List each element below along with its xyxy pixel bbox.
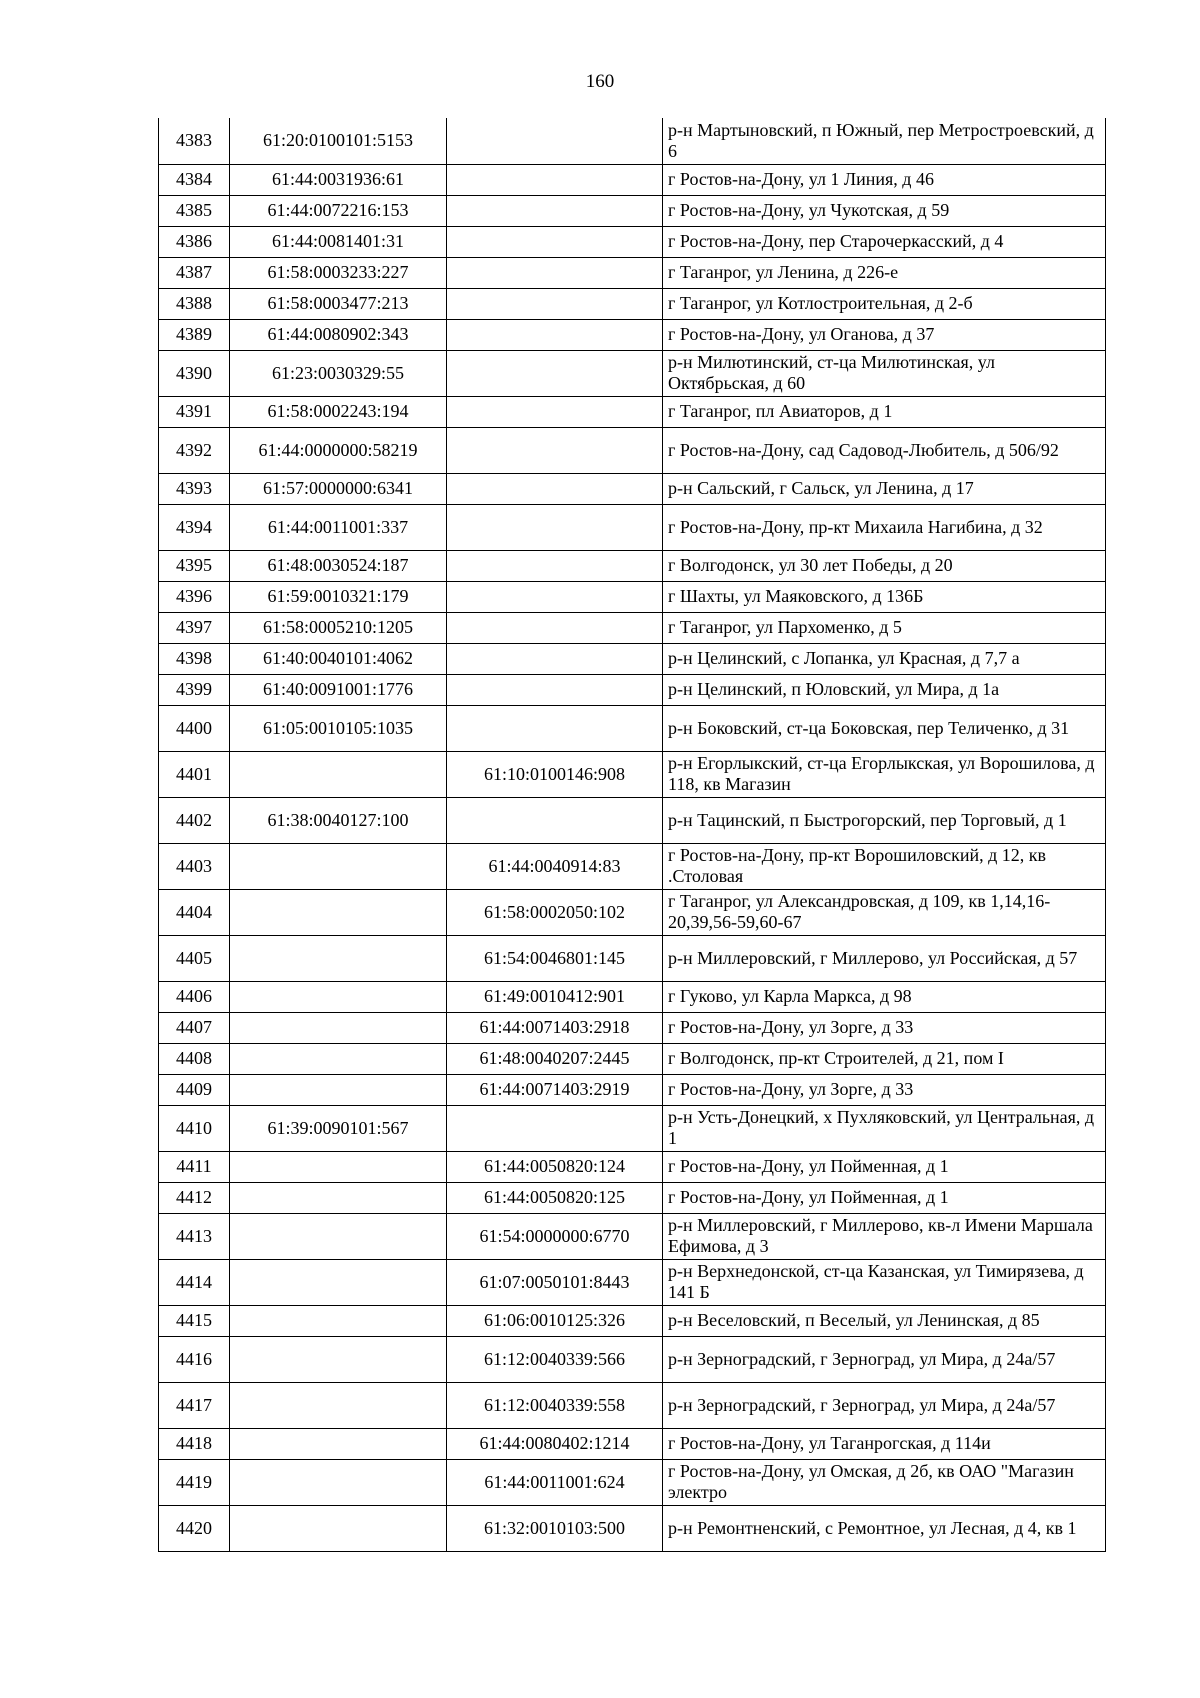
cadastral-number-cell [230, 1182, 447, 1213]
address-cell: г Волгодонск, пр-кт Строителей, д 21, пом I [663, 1043, 1106, 1074]
row-number-cell: 4393 [159, 473, 230, 504]
cadastral-number-alt-cell [447, 1105, 663, 1151]
cadastral-number-cell: 61:44:0072216:153 [230, 195, 447, 226]
cadastral-number-alt-cell [447, 797, 663, 843]
cadastral-number-alt-cell: 61:54:0046801:145 [447, 935, 663, 981]
table-row [159, 751, 1106, 797]
cadastral-number-cell: 61:58:0003233:227 [230, 257, 447, 288]
address-cell: г Ростов-на-Дону, сад Садовод-Любитель, д 506/92 [663, 427, 1106, 473]
address-cell: р-н Милютинский, ст-ца Милютинская, ул Октябрьская, д 60 [663, 350, 1106, 396]
table-row [159, 581, 1106, 612]
address-cell: г Таганрог, ул Котлостроительная, д 2-б [663, 288, 1106, 319]
cadastral-number-cell: 61:39:0090101:567 [230, 1105, 447, 1151]
cadastral-number-alt-cell [447, 288, 663, 319]
row-number-cell: 4405 [159, 935, 230, 981]
table-row [159, 550, 1106, 581]
address-cell: р-н Зерноградский, г Зерноград, ул Мира, д 24а/57 [663, 1336, 1106, 1382]
table-row [159, 643, 1106, 674]
address-cell: р-н Верхнедонской, ст-ца Казанская, ул Тимирязева, д 141 Б [663, 1259, 1106, 1305]
row-number-cell: 4419 [159, 1459, 230, 1505]
address-cell: р-н Мартыновский, п Южный, пер Метростроевский, д 6 [663, 118, 1106, 164]
cadastral-number-alt-cell [447, 473, 663, 504]
address-cell: р-н Веселовский, п Веселый, ул Ленинская, д 85 [663, 1305, 1106, 1336]
cadastral-number-alt-cell [447, 118, 663, 164]
cadastral-number-cell: 61:44:0011001:337 [230, 504, 447, 550]
address-cell: р-н Усть-Донецкий, х Пухляковский, ул Центральная, д 1 [663, 1105, 1106, 1151]
row-number-cell: 4407 [159, 1012, 230, 1043]
cadastral-number-cell: 61:23:0030329:55 [230, 350, 447, 396]
address-cell: г Ростов-на-Дону, ул Таганрогская, д 114и [663, 1428, 1106, 1459]
row-number-cell: 4396 [159, 581, 230, 612]
address-cell: г Ростов-на-Дону, ул Оганова, д 37 [663, 319, 1106, 350]
row-number-cell: 4402 [159, 797, 230, 843]
cadastral-number-cell: 61:44:0080902:343 [230, 319, 447, 350]
row-number-cell: 4401 [159, 751, 230, 797]
address-cell: р-н Сальский, г Сальск, ул Ленина, д 17 [663, 473, 1106, 504]
cadastral-number-alt-cell [447, 705, 663, 751]
cadastral-number-cell: 61:48:0030524:187 [230, 550, 447, 581]
table-row [159, 427, 1106, 473]
row-number-cell: 4413 [159, 1213, 230, 1259]
table-row [159, 1043, 1106, 1074]
table-row [159, 1151, 1106, 1182]
table-row [159, 226, 1106, 257]
cadastral-number-alt-cell: 61:06:0010125:326 [447, 1305, 663, 1336]
row-number-cell: 4394 [159, 504, 230, 550]
cadastral-number-alt-cell: 61:44:0080402:1214 [447, 1428, 663, 1459]
cadastral-number-alt-cell: 61:12:0040339:558 [447, 1382, 663, 1428]
table-row [159, 1305, 1106, 1336]
table-row [159, 396, 1106, 427]
cadastral-number-cell [230, 1074, 447, 1105]
cadastral-number-cell [230, 1305, 447, 1336]
cadastral-number-cell: 61:20:0100101:5153 [230, 118, 447, 164]
cadastral-number-cell [230, 1382, 447, 1428]
table-row [159, 1182, 1106, 1213]
table-row [159, 981, 1106, 1012]
table-row [159, 1213, 1106, 1259]
row-number-cell: 4410 [159, 1105, 230, 1151]
cadastral-number-cell: 61:57:0000000:6341 [230, 473, 447, 504]
cadastral-number-cell: 61:40:0091001:1776 [230, 674, 447, 705]
address-cell: р-н Тацинский, п Быстрогорский, пер Торговый, д 1 [663, 797, 1106, 843]
row-number-cell: 4408 [159, 1043, 230, 1074]
cadastral-number-alt-cell: 61:32:0010103:500 [447, 1505, 663, 1551]
row-number-cell: 4411 [159, 1151, 230, 1182]
cadastral-number-cell [230, 981, 447, 1012]
cadastral-number-cell [230, 1151, 447, 1182]
row-number-cell: 4399 [159, 674, 230, 705]
table-row [159, 350, 1106, 396]
address-cell: г Ростов-на-Дону, ул Пойменная, д 1 [663, 1182, 1106, 1213]
cadastral-number-alt-cell: 61:54:0000000:6770 [447, 1213, 663, 1259]
registry-table [158, 118, 1106, 1552]
row-number-cell: 4384 [159, 164, 230, 195]
address-cell: г Таганрог, ул Ленина, д 226-е [663, 257, 1106, 288]
cadastral-number-cell: 61:38:0040127:100 [230, 797, 447, 843]
cadastral-number-alt-cell: 61:44:0011001:624 [447, 1459, 663, 1505]
table-row [159, 288, 1106, 319]
cadastral-number-alt-cell [447, 504, 663, 550]
cadastral-number-cell [230, 1012, 447, 1043]
address-cell: р-н Целинский, с Лопанка, ул Красная, д 7,7 а [663, 643, 1106, 674]
address-cell: г Ростов-на-Дону, пер Старочеркасский, д 4 [663, 226, 1106, 257]
cadastral-number-alt-cell [447, 396, 663, 427]
table-row [159, 504, 1106, 550]
cadastral-number-cell [230, 843, 447, 889]
cadastral-number-cell: 61:59:0010321:179 [230, 581, 447, 612]
cadastral-number-alt-cell: 61:48:0040207:2445 [447, 1043, 663, 1074]
table-row [159, 797, 1106, 843]
table-row [159, 1336, 1106, 1382]
row-number-cell: 4388 [159, 288, 230, 319]
table-row [159, 118, 1106, 164]
cadastral-number-alt-cell [447, 674, 663, 705]
address-cell: р-н Зерноградский, г Зерноград, ул Мира, д 24а/57 [663, 1382, 1106, 1428]
address-cell: г Ростов-на-Дону, пр-кт Ворошиловский, д 12, кв .Столовая [663, 843, 1106, 889]
cadastral-number-cell: 61:05:0010105:1035 [230, 705, 447, 751]
table-row [159, 935, 1106, 981]
address-cell: г Шахты, ул Маяковского, д 136Б [663, 581, 1106, 612]
cadastral-number-alt-cell [447, 427, 663, 473]
cadastral-number-alt-cell: 61:10:0100146:908 [447, 751, 663, 797]
row-number-cell: 4386 [159, 226, 230, 257]
cadastral-number-alt-cell [447, 226, 663, 257]
cadastral-number-alt-cell: 61:44:0040914:83 [447, 843, 663, 889]
table-row [159, 889, 1106, 935]
cadastral-number-cell: 61:58:0003477:213 [230, 288, 447, 319]
table-row [159, 319, 1106, 350]
cadastral-number-cell: 61:44:0031936:61 [230, 164, 447, 195]
address-cell: р-н Целинский, п Юловский, ул Мира, д 1а [663, 674, 1106, 705]
table-row [159, 1428, 1106, 1459]
cadastral-number-alt-cell [447, 195, 663, 226]
cadastral-number-cell [230, 1259, 447, 1305]
address-cell: г Таганрог, пл Авиаторов, д 1 [663, 396, 1106, 427]
table-row [159, 705, 1106, 751]
row-number-cell: 4391 [159, 396, 230, 427]
table-row [159, 1105, 1106, 1151]
table-row [159, 195, 1106, 226]
table-row [159, 1012, 1106, 1043]
cadastral-number-alt-cell [447, 257, 663, 288]
address-cell: г Таганрог, ул Пархоменко, д 5 [663, 612, 1106, 643]
cadastral-number-alt-cell [447, 643, 663, 674]
row-number-cell: 4420 [159, 1505, 230, 1551]
cadastral-number-alt-cell [447, 319, 663, 350]
address-cell: г Ростов-на-Дону, ул Омская, д 2б, кв ОАО "Магазин электро [663, 1459, 1106, 1505]
address-cell: р-н Егорлыкский, ст-ца Егорлыкская, ул Ворошилова, д 118, кв Магазин [663, 751, 1106, 797]
cadastral-number-alt-cell [447, 350, 663, 396]
table-row [159, 1074, 1106, 1105]
address-cell: г Таганрог, ул Александровская, д 109, кв 1,14,16-20,39,56-59,60-67 [663, 889, 1106, 935]
cadastral-number-alt-cell: 61:44:0071403:2918 [447, 1012, 663, 1043]
row-number-cell: 4390 [159, 350, 230, 396]
row-number-cell: 4400 [159, 705, 230, 751]
row-number-cell: 4412 [159, 1182, 230, 1213]
row-number-cell: 4417 [159, 1382, 230, 1428]
table-row [159, 257, 1106, 288]
table-row [159, 674, 1106, 705]
row-number-cell: 4404 [159, 889, 230, 935]
row-number-cell: 4383 [159, 118, 230, 164]
address-cell: г Ростов-на-Дону, ул Зорге, д 33 [663, 1012, 1106, 1043]
row-number-cell: 4392 [159, 427, 230, 473]
cadastral-number-alt-cell [447, 612, 663, 643]
cadastral-number-cell: 61:44:0000000:58219 [230, 427, 447, 473]
cadastral-number-alt-cell: 61:49:0010412:901 [447, 981, 663, 1012]
address-cell: г Ростов-на-Дону, ул 1 Линия, д 46 [663, 164, 1106, 195]
cadastral-number-cell: 61:58:0002243:194 [230, 396, 447, 427]
row-number-cell: 4409 [159, 1074, 230, 1105]
row-number-cell: 4418 [159, 1428, 230, 1459]
cadastral-number-cell [230, 751, 447, 797]
row-number-cell: 4403 [159, 843, 230, 889]
row-number-cell: 4385 [159, 195, 230, 226]
cadastral-number-alt-cell: 61:07:0050101:8443 [447, 1259, 663, 1305]
row-number-cell: 4387 [159, 257, 230, 288]
cadastral-number-cell [230, 1043, 447, 1074]
address-cell: г Ростов-на-Дону, пр-кт Михаила Нагибина, д 32 [663, 504, 1106, 550]
row-number-cell: 4416 [159, 1336, 230, 1382]
row-number-cell: 4397 [159, 612, 230, 643]
table-row [159, 473, 1106, 504]
address-cell: г Гуково, ул Карла Маркса, д 98 [663, 981, 1106, 1012]
address-cell: р-н Миллеровский, г Миллерово, кв-л Имени Маршала Ефимова, д 3 [663, 1213, 1106, 1259]
cadastral-number-alt-cell: 61:44:0050820:125 [447, 1182, 663, 1213]
row-number-cell: 4395 [159, 550, 230, 581]
row-number-cell: 4389 [159, 319, 230, 350]
cadastral-number-alt-cell [447, 164, 663, 195]
cadastral-number-cell: 61:44:0081401:31 [230, 226, 447, 257]
registry-table-body [159, 118, 1106, 1551]
cadastral-number-cell [230, 1459, 447, 1505]
address-cell: г Ростов-на-Дону, ул Чукотская, д 59 [663, 195, 1106, 226]
table-row [159, 1459, 1106, 1505]
row-number-cell: 4414 [159, 1259, 230, 1305]
table-row [159, 1259, 1106, 1305]
cadastral-number-cell [230, 1336, 447, 1382]
cadastral-number-cell [230, 935, 447, 981]
cadastral-number-cell [230, 889, 447, 935]
address-cell: р-н Миллеровский, г Миллерово, ул Российская, д 57 [663, 935, 1106, 981]
row-number-cell: 4415 [159, 1305, 230, 1336]
cadastral-number-alt-cell: 61:12:0040339:566 [447, 1336, 663, 1382]
table-row [159, 612, 1106, 643]
table-row [159, 843, 1106, 889]
row-number-cell: 4406 [159, 981, 230, 1012]
table-row [159, 1382, 1106, 1428]
page-number: 160 [585, 71, 615, 92]
address-cell: г Ростов-на-Дону, ул Зорге, д 33 [663, 1074, 1106, 1105]
cadastral-number-cell [230, 1428, 447, 1459]
row-number-cell: 4398 [159, 643, 230, 674]
cadastral-number-alt-cell [447, 550, 663, 581]
cadastral-number-cell: 61:58:0005210:1205 [230, 612, 447, 643]
address-cell: р-н Ремонтненский, с Ремонтное, ул Лесная, д 4, кв 1 [663, 1505, 1106, 1551]
cadastral-number-cell [230, 1505, 447, 1551]
address-cell: г Ростов-на-Дону, ул Пойменная, д 1 [663, 1151, 1106, 1182]
cadastral-number-alt-cell: 61:44:0071403:2919 [447, 1074, 663, 1105]
cadastral-number-alt-cell: 61:44:0050820:124 [447, 1151, 663, 1182]
cadastral-number-cell [230, 1213, 447, 1259]
address-cell: р-н Боковский, ст-ца Боковская, пер Теличенко, д 31 [663, 705, 1106, 751]
table-row [159, 1505, 1106, 1551]
cadastral-number-cell: 61:40:0040101:4062 [230, 643, 447, 674]
cadastral-number-alt-cell [447, 581, 663, 612]
table-row [159, 164, 1106, 195]
address-cell: г Волгодонск, ул 30 лет Победы, д 20 [663, 550, 1106, 581]
cadastral-number-alt-cell: 61:58:0002050:102 [447, 889, 663, 935]
